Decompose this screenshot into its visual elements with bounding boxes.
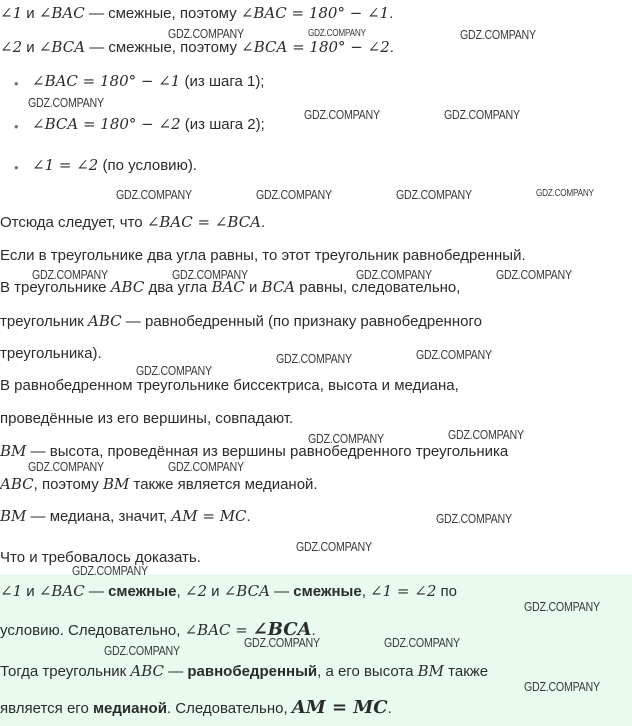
text-line: треугольник ABC — равнобедренный (по признаку равнобедренного bbox=[0, 312, 482, 330]
bullet: • bbox=[14, 160, 19, 175]
watermark: GDZ.COMPANY bbox=[276, 351, 352, 366]
text-line: Если в треугольнике два угла равны, то этот треугольник равнобедренный. bbox=[0, 247, 526, 264]
answer-line: является его медианой. Следовательно, AM = MC. bbox=[0, 697, 392, 718]
list-item: ∠BCA = 180° − ∠2 (из шага 2); bbox=[32, 115, 265, 133]
watermark: GDZ.COMPANY bbox=[244, 635, 320, 650]
watermark: GDZ.COMPANY bbox=[524, 599, 600, 614]
answer-line: ∠1 и ∠BAC — смежные, ∠2 и ∠BCA — смежные, ∠1 = ∠2 по bbox=[0, 582, 457, 600]
text-line: проведённые из его вершины, совпадают. bbox=[0, 410, 294, 427]
list-item: ∠BAC = 180° − ∠1 (из шага 1); bbox=[32, 72, 265, 90]
watermark: GDZ.COMPANY bbox=[296, 539, 372, 554]
watermark: GDZ.COMPANY bbox=[72, 563, 148, 578]
watermark: GDZ.COMPANY bbox=[416, 347, 492, 362]
watermark: GDZ.COMPANY bbox=[524, 679, 600, 694]
watermark: GDZ.COMPANY bbox=[460, 27, 536, 42]
watermark: GDZ.COMPANY bbox=[28, 95, 104, 110]
text-line: треугольника). bbox=[0, 345, 102, 362]
watermark: GDZ.COMPANY bbox=[496, 267, 572, 282]
watermark: GDZ.COMPANY bbox=[384, 635, 460, 650]
watermark: GDZ.COMPANY bbox=[168, 26, 244, 41]
watermark: GDZ.COMPANY bbox=[136, 363, 212, 378]
watermark: GDZ.COMPANY bbox=[444, 107, 520, 122]
watermark: GDZ.COMPANY bbox=[104, 643, 180, 658]
watermark: GDZ.COMPANY bbox=[28, 459, 104, 474]
bullet: • bbox=[14, 76, 19, 91]
watermark: GDZ.COMPANY bbox=[308, 431, 384, 446]
watermark: GDZ.COMPANY bbox=[536, 188, 594, 199]
watermark: GDZ.COMPANY bbox=[396, 187, 472, 202]
text-line: ∠2 и ∠BCA — смежные, поэтому ∠BCA = 180° − ∠2. bbox=[0, 38, 394, 56]
watermark: GDZ.COMPANY bbox=[436, 511, 512, 526]
watermark: GDZ.COMPANY bbox=[116, 187, 192, 202]
text-line: BM — медиана, значит, AM = MC. bbox=[0, 507, 251, 525]
watermark: GDZ.COMPANY bbox=[256, 187, 332, 202]
list-item: ∠1 = ∠2 (по условию). bbox=[32, 156, 197, 174]
text-line: В равнобедренном треугольнике биссектриса, высота и медиана, bbox=[0, 377, 459, 394]
watermark: GDZ.COMPANY bbox=[448, 427, 524, 442]
watermark: GDZ.COMPANY bbox=[172, 267, 248, 282]
watermark: GDZ.COMPANY bbox=[304, 107, 380, 122]
text-line: В треугольнике ABC два угла BAC и BCA равны, следовательно, bbox=[0, 278, 461, 296]
watermark: GDZ.COMPANY bbox=[168, 459, 244, 474]
watermark: GDZ.COMPANY bbox=[308, 28, 366, 39]
text-line: ABC, поэтому BM также является медианой. bbox=[0, 475, 318, 493]
text-line: BM — высота, проведённая из вершины равнобедренного треугольника bbox=[0, 442, 509, 460]
answer-line: Тогда треугольник ABC — равнобедренный, а его высота BM также bbox=[0, 662, 489, 680]
answer-line: условию. Следовательно, ∠BAC = ∠BCA. bbox=[0, 619, 316, 640]
text-line: ∠1 и ∠BAC — смежные, поэтому ∠BAC = 180° − ∠1. bbox=[0, 4, 394, 22]
bullet: • bbox=[14, 119, 19, 134]
watermark: GDZ.COMPANY bbox=[356, 267, 432, 282]
watermark: GDZ.COMPANY bbox=[32, 267, 108, 282]
text-line: Что и требовалось доказать. bbox=[0, 549, 201, 566]
text-line: Отсюда следует, что ∠BAC = ∠BCA. bbox=[0, 213, 266, 231]
